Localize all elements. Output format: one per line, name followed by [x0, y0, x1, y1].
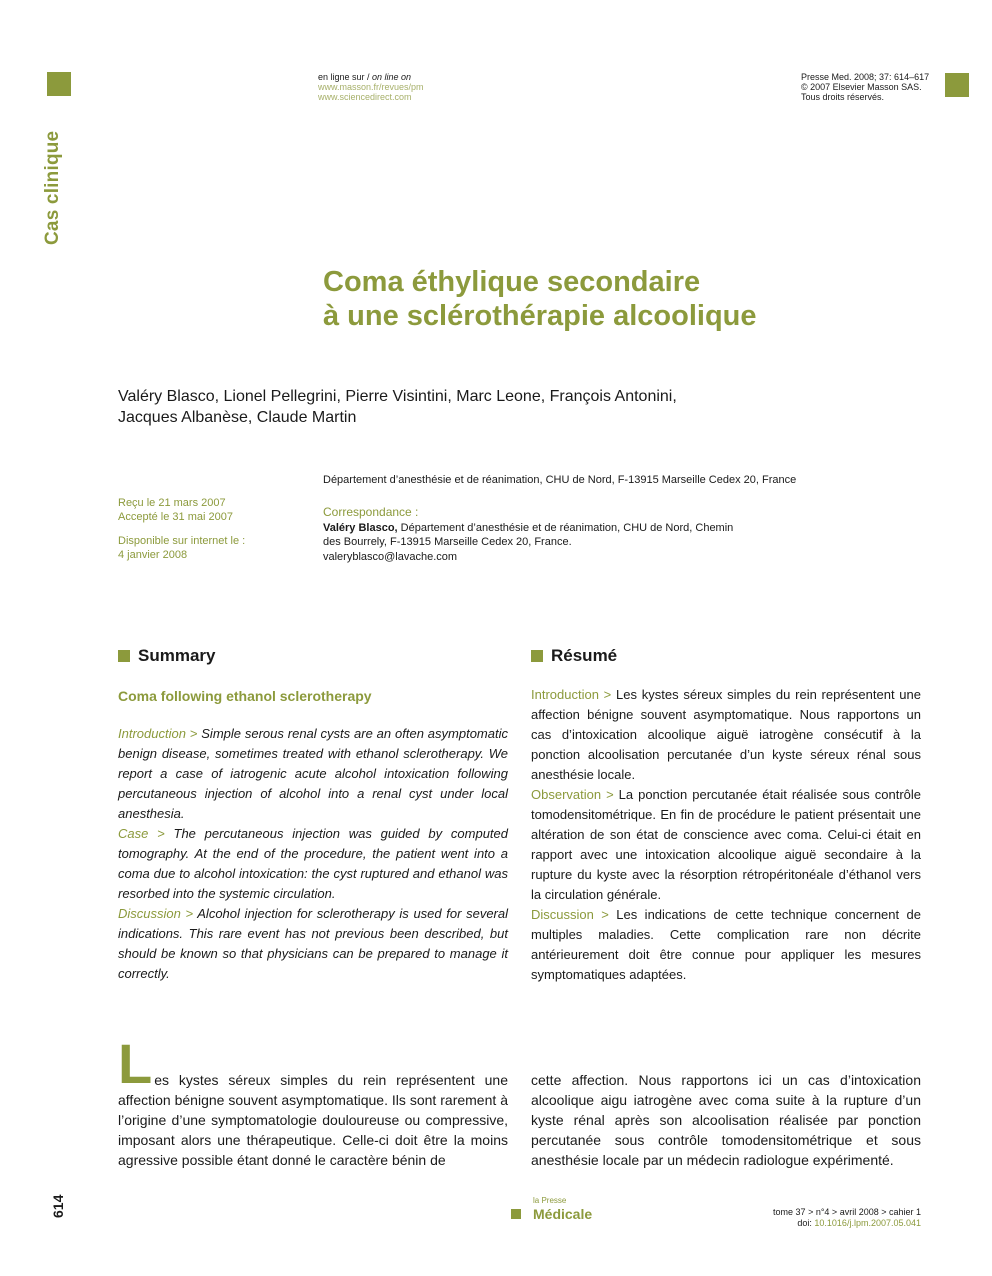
- resume-observation-text: La ponction percutanée était réalisée sous contrôle tomodensitométrique. En fin de procédure le patient présentait une altération de son état de conscience avec coma. Celui-ci était en rapport avec une intoxication alcoolique aiguë secondaire à la rupture du kyste avec la résorption rétropéritonéale d’éthanol vers la circulation générale.: [531, 787, 922, 902]
- online-date-label: Disponible sur internet le :: [118, 535, 246, 547]
- correspondence: [323, 505, 743, 564]
- correspondence-address-2: des Bourrely, F-13915 Marseille Cedex 20, France.: [323, 536, 572, 548]
- body-right-column: cette affection. Nous rapportons ici un cas d’intoxication alcoolique aigu iatrogène avec coma suite à la rupture d’un kyste rénal après son alcoolisation réalisée par ponction percutanée sous contrôle tomodensitométrique et sous anesthésie locale par un médecin radiologue expérimenté.: [531, 1072, 921, 1168]
- summary-case-text: The percutaneous injection was guided by computed tomography. At the end of the procedure, the patient went into a coma due to alcohol intoxication: the cyst ruptured and ethanol was resorbed into the systemic circulation.: [118, 826, 508, 901]
- summary-heading: [118, 646, 215, 666]
- doi-link[interactable]: 10.1016/j.lpm.2007.05.041: [814, 1218, 921, 1228]
- doi-label: doi:: [797, 1218, 815, 1228]
- summary-intro-label: Introduction >: [118, 726, 202, 741]
- body-left-text: es kystes séreux simples du rein représentent une affection bénigne souvent asymptomatique. Ils sont rarement à l’origine d’une symptomatologie douloureuse ou compressive, imposant alors une thérapeutique. Celle-ci doit être la moins agressive possible étant donné le caractère bénin de: [118, 1072, 508, 1168]
- resume-heading: [531, 646, 617, 666]
- resume-intro-label: Introduction >: [531, 687, 617, 702]
- received-date: Reçu le 21 mars 2007: [118, 497, 226, 509]
- citation-header: [801, 72, 929, 102]
- dates: [118, 496, 245, 562]
- accepted-date: Accepté le 31 mai 2007: [118, 511, 233, 523]
- corner-square-right: [945, 73, 969, 97]
- resume-heading-square: [531, 650, 543, 662]
- title-line-1: Coma éthylique secondaire: [323, 266, 701, 298]
- online-date: 4 janvier 2008: [118, 549, 188, 561]
- online-header: [318, 72, 424, 102]
- summary-case-label: Case >: [118, 826, 174, 841]
- resume-observation-label: Observation >: [531, 787, 619, 802]
- logo-square: [511, 1209, 521, 1219]
- logo-big-text: Médicale: [533, 1206, 593, 1222]
- resume-discussion-text: Les indications de cette technique concernent de multiples maladies. Cette complication rare non décrite antérieurement doit être connue pour appliquer les mesures symptomatiques adaptées.: [531, 907, 921, 982]
- summary-intro-text: Simple serous renal cysts are an often asymptomatic benign disease, sometimes treated with ethanol sclerotherapy. We report a case of iatrogenic acute alcohol intoxication following percutaneous injection of alcohol into a renal cyst under local anesthesia.: [118, 726, 508, 821]
- affiliation: Département d’anesthésie et de réanimation, CHU de Nord, F-13915 Marseille Cedex 20, France: [323, 474, 797, 486]
- logo-small-text: la Presse: [533, 1196, 567, 1205]
- footer-issue: [773, 1207, 921, 1229]
- summary-discussion-label: Discussion >: [118, 906, 198, 921]
- url-masson[interactable]: www.masson.fr/revues/pm: [318, 82, 424, 92]
- section-label: Cas clinique: [42, 130, 63, 245]
- summary-discussion-text: Alcohol injection for sclerotherapy is used for several indications. This rare event has not previous been described, but should be known so that physicians can be prepared to manage it correctly.: [118, 906, 509, 981]
- rights: Tous droits réservés.: [801, 92, 885, 102]
- correspondence-address-1: Département d’anesthésie et de réanimation, CHU de Nord, Chemin: [397, 521, 734, 534]
- correspondence-heading: Correspondance :: [323, 505, 419, 519]
- summary-subtitle: Coma following ethanol sclerotherapy: [118, 688, 372, 704]
- online-label-en: on line on: [372, 72, 412, 82]
- copyright: © 2007 Elsevier Masson SAS.: [801, 82, 922, 92]
- summary-heading-square: [118, 650, 130, 662]
- issue-info: tome 37 > n°4 > avril 2008 > cahier 1: [773, 1207, 921, 1217]
- summary-text: [118, 724, 508, 984]
- page-title: [323, 265, 757, 333]
- corner-square-left: [47, 72, 71, 96]
- correspondence-name: Valéry Blasco,: [323, 521, 398, 534]
- resume-text: [531, 685, 921, 985]
- correspondence-email[interactable]: valeryblasco@lavache.com: [323, 550, 458, 563]
- citation: Presse Med. 2008; 37: 614–617: [801, 72, 930, 82]
- resume-intro-text: Les kystes séreux simples du rein représentent une affection bénigne souvent asymptomatique. Nous rapportons un cas d’intoxication alcoolique aiguë iatrogène consécutif à la ponction alcoolisation percutanée d’un kyste séreux rénal sous anesthésie locale.: [531, 687, 921, 782]
- resume-discussion-label: Discussion >: [531, 907, 617, 922]
- authors-line-2: Jacques Albanèse, Claude Martin: [118, 409, 357, 426]
- resume-heading-text: Résumé: [551, 646, 618, 665]
- body-left-column: [118, 1032, 508, 1170]
- url-sciencedirect[interactable]: www.sciencedirect.com: [318, 92, 412, 102]
- title-line-2: à une sclérothérapie alcoolique: [323, 300, 757, 332]
- authors: [118, 386, 718, 428]
- page-number: 614: [50, 1194, 66, 1218]
- drop-cap: L: [118, 1032, 153, 1095]
- journal-logo: [511, 1196, 592, 1222]
- authors-line-1: Valéry Blasco, Lionel Pellegrini, Pierre Visintini, Marc Leone, François Antonini,: [118, 388, 677, 405]
- online-label: en ligne sur /: [318, 72, 373, 82]
- summary-heading-text: Summary: [138, 646, 216, 665]
